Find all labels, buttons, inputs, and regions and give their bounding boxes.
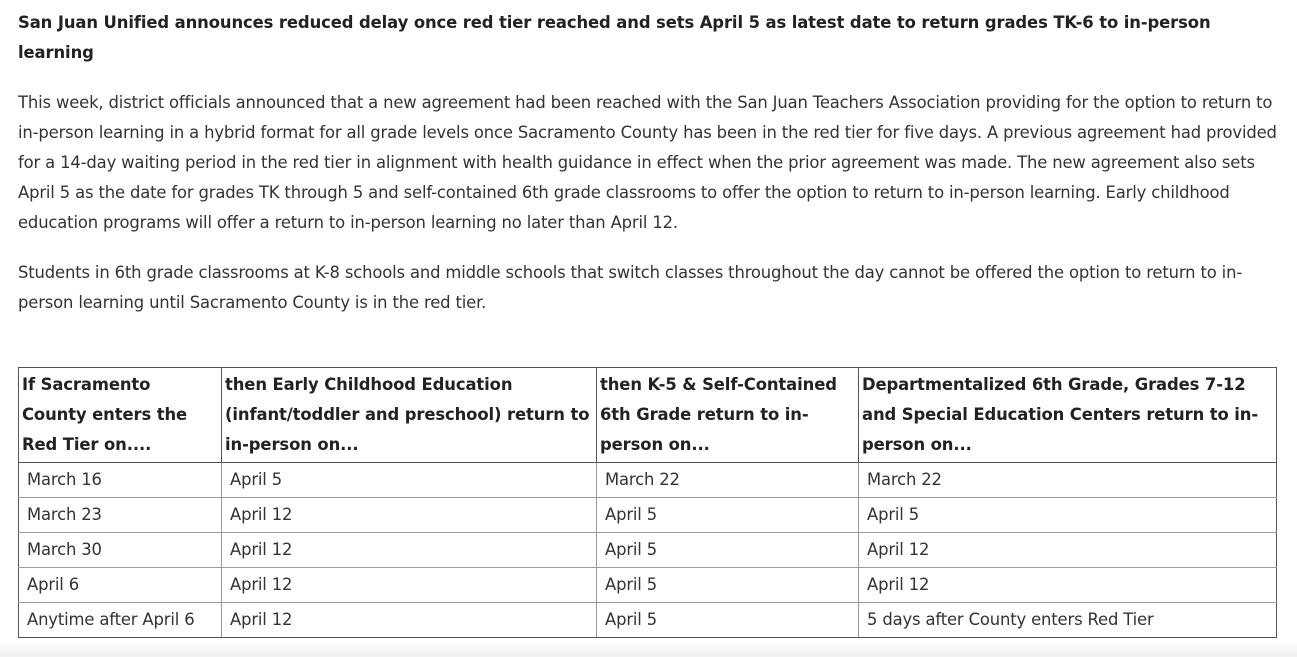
table-cell: March 16 — [19, 463, 222, 498]
article-headline: San Juan Unified announces reduced delay once red tier reached and sets April 5 as latest date to return grades TK-6 to in-person learning — [18, 13, 1211, 62]
return-schedule-table — [18, 367, 1277, 638]
header-red-tier-date: If Sacramento County enters the Red Tier on.... — [19, 368, 222, 463]
header-early-childhood: then Early Childhood Education (infant/toddler and preschool) return to in-person on... — [222, 368, 597, 463]
table-cell: April 5 — [597, 568, 859, 603]
table-cell: April 12 — [222, 603, 597, 638]
header-departmentalized: Departmentalized 6th Grade, Grades 7-12 and Special Education Centers return to in-person on... — [859, 368, 1277, 463]
article-paragraph-sixth-grade: Students in 6th grade classrooms at K-8 schools and middle schools that switch classes throughout the day cannot be offered the option to return to in-person learning until Sacramento County is in the red tier. — [18, 263, 1243, 312]
table-cell: March 22 — [859, 463, 1277, 498]
article-paragraph-agreement: This week, district officials announced that a new agreement had been reached with the San Juan Teachers Association providing for the option to return to in-person learning in a hybrid format for all grade levels once Sacramento County has been in the red tier for five days. A previous agreement had provided for a 14-day waiting period in the red tier in alignment with health guidance in effect when the prior agreement was made. The new agreement also sets April 5 as the date for grades TK through 5 and self-contained 6th grade classrooms to offer the option to return to in-person learning. Early childhood education programs will offer a return to in-person learning no later than April 12. — [18, 93, 1277, 232]
table-cell: April 5 — [597, 498, 859, 533]
table-row — [19, 568, 1277, 603]
table-cell: April 12 — [222, 498, 597, 533]
table-cell: April 12 — [859, 533, 1277, 568]
table-cell: April 12 — [222, 533, 597, 568]
table-row — [19, 498, 1277, 533]
table-row — [19, 603, 1277, 638]
table-cell: 5 days after County enters Red Tier — [859, 603, 1277, 638]
page-bottom-edge — [0, 641, 1297, 657]
article-content — [18, 8, 1280, 318]
table-row — [19, 533, 1277, 568]
table-cell: April 12 — [222, 568, 597, 603]
table-cell: April 5 — [597, 603, 859, 638]
table-cell: March 22 — [597, 463, 859, 498]
table-cell: April 12 — [859, 568, 1277, 603]
table-row — [19, 463, 1277, 498]
table-cell: Anytime after April 6 — [19, 603, 222, 638]
table-cell: March 30 — [19, 533, 222, 568]
header-k5-self-contained: then K-5 & Self-Contained 6th Grade return to in-person on... — [597, 368, 859, 463]
table-cell: March 23 — [19, 498, 222, 533]
table-cell: April 5 — [222, 463, 597, 498]
table-cell: April 6 — [19, 568, 222, 603]
table-cell: April 5 — [859, 498, 1277, 533]
table-header-row — [19, 368, 1277, 463]
table-cell: April 5 — [597, 533, 859, 568]
